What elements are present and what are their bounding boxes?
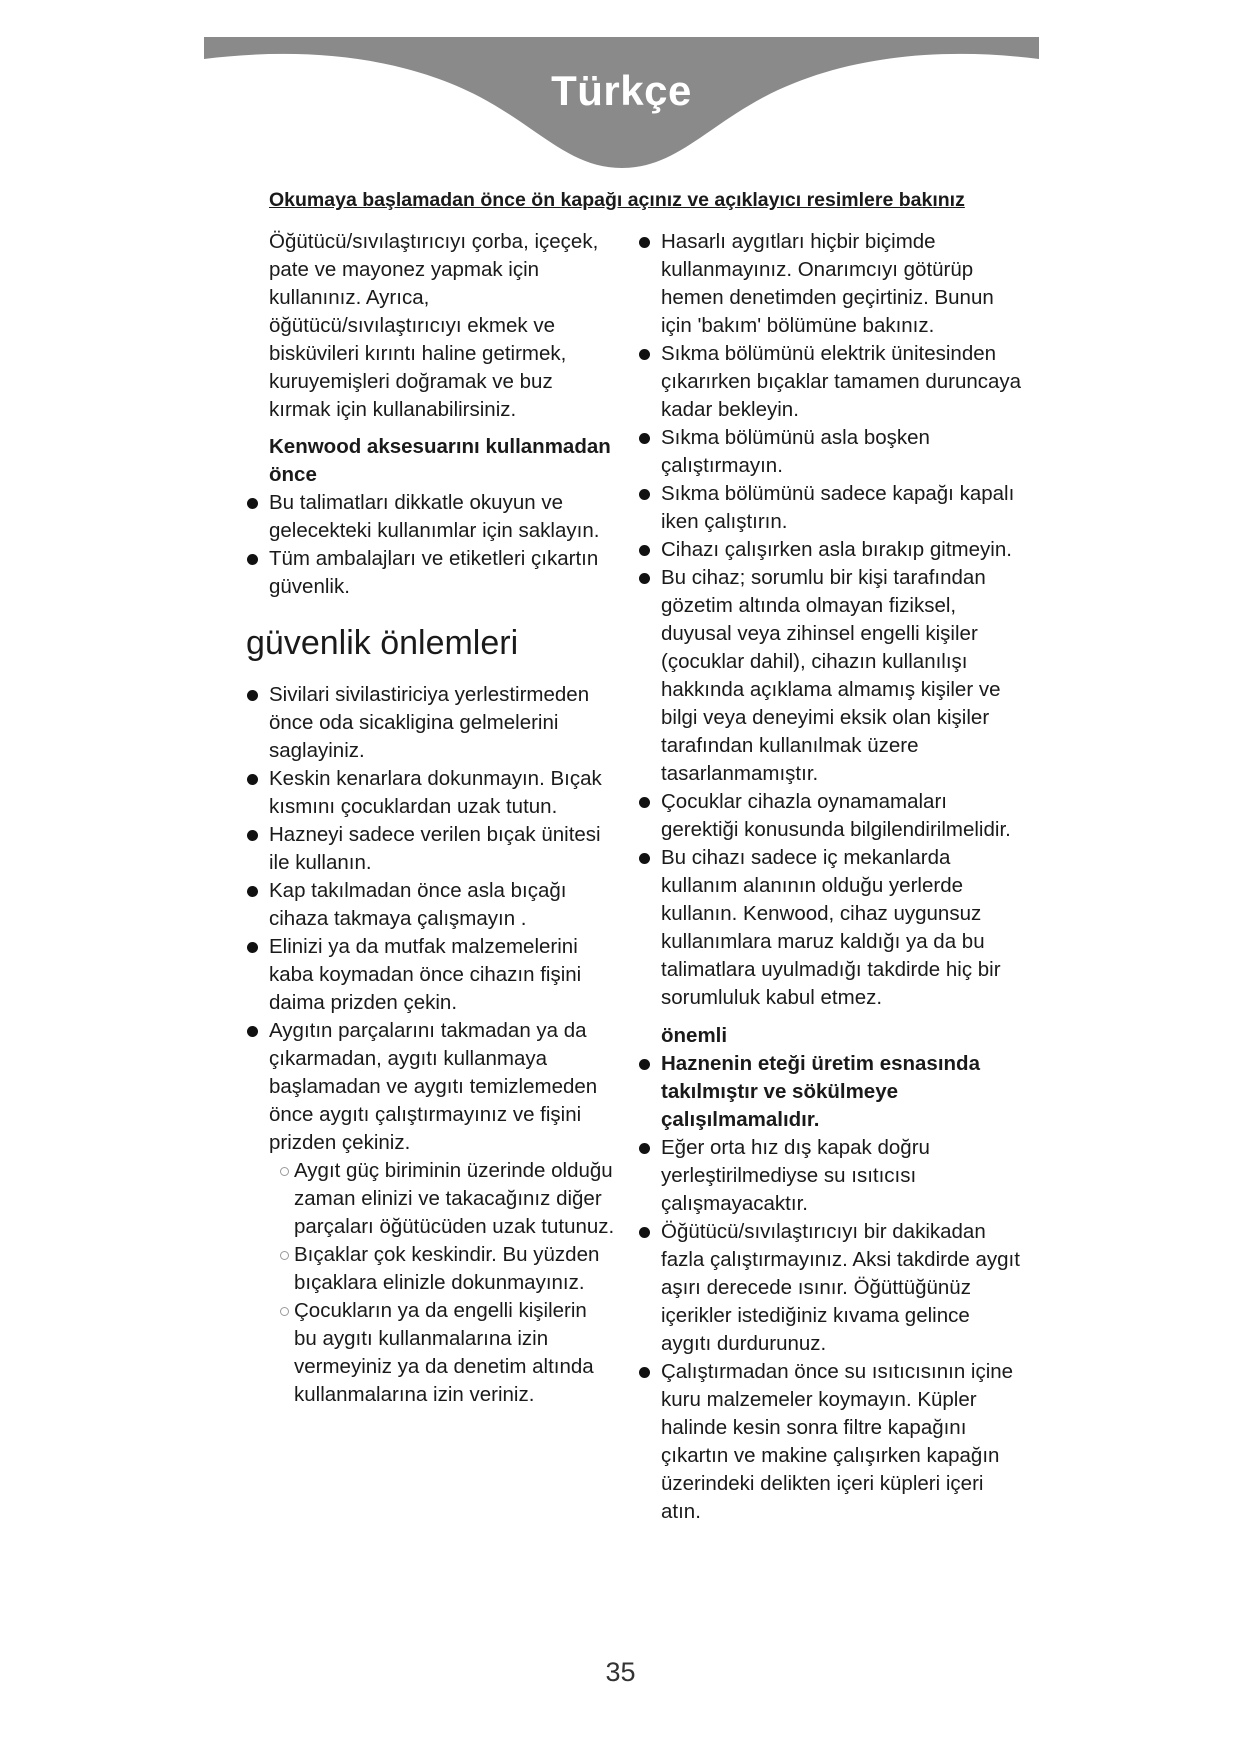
safety-section-title: güvenlik önlemleri: [246, 624, 519, 662]
page-title: Türkçe: [551, 67, 692, 114]
list-item: Elinizi ya da mutfak malzemelerini kaba koymadan önce cihazın fişini daima prizden çekin.: [245, 933, 615, 1017]
right-column: [637, 228, 1022, 1526]
sub-list-item: Aygıt güç biriminin üzerinde olduğu zaman elinizi ve takacağınız diğer parçaları öğütücüden uzak tutunuz.: [245, 1157, 615, 1241]
list-item: Sıkma bölümünü asla boşken çalıştırmayın.: [637, 424, 1022, 480]
important-heading: önemli: [661, 1024, 728, 1047]
list-item: Öğütücü/sıvılaştırıcıyı bir dakikadan fazla çalıştırmayınız. Aksi takdirde aygıt aşırı derecede ısınır. Öğüttüğünüz içerikler istediğiniz kıvama gelince aygıtı durdurunuz.: [637, 1218, 1022, 1358]
list-item: Sivilari sivilastiriciya yerlestirmeden önce oda sicakligina gelmelerini saglayiniz.: [245, 681, 615, 765]
list-item: Çalıştırmadan önce su ısıtıcısının içine kuru malzemeler koymayın. Küpler halinde kesin sonra filtre kapağını çıkartın ve makine çalışırken kapağın üzerindeki delikten içeri küpleri içeri atın.: [637, 1358, 1022, 1526]
page-number: 35: [605, 1657, 636, 1687]
list-item: Cihazı çalışırken asla bırakıp gitmeyin.: [637, 536, 1022, 564]
sub-list-item: Bıçaklar çok keskindir. Bu yüzden bıçaklara elinizle dokunmayınız.: [245, 1241, 615, 1297]
list-item: Aygıtın parçalarını takmadan ya da çıkarmadan, aygıtı kullanmaya başlamadan ve aygıtı temizlemeden önce aygıtı çalıştırmayınız ve fişini prizden çekiniz.: [245, 1017, 615, 1157]
header-banner: [204, 37, 1039, 168]
list-item: Eğer orta hız dış kapak doğru yerleştirilmediyse su ısıtıcısı çalışmayacaktır.: [637, 1134, 1022, 1218]
important-warning: Haznenin eteği üretim esnasında takılmıştır ve sökülmeye çalışılmamalıdır.: [637, 1050, 1022, 1134]
list-item: Bu talimatları dikkatle okuyun ve gelecekteki kullanımlar için saklayın.: [245, 489, 615, 545]
before-use-heading: Kenwood aksesuarını kullanmadan önce: [269, 435, 611, 486]
list-item: Keskin kenarlara dokunmayın. Bıçak kısmını çocuklardan uzak tutun.: [245, 765, 615, 821]
list-item: Sıkma bölümünü sadece kapağı kapalı iken çalıştırın.: [637, 480, 1022, 536]
list-item: Hasarlı aygıtları hiçbir biçimde kullanmayınız. Onarımcıyı götürüp hemen denetimden geçirtiniz. Bunun için 'bakım' bölümüne bakınız.: [637, 228, 1022, 340]
sub-list-item: Çocukların ya da engelli kişilerin bu aygıtı kullanmalarına izin vermeyiniz ya da denetim altında kullanmalarına izin veriniz.: [245, 1297, 615, 1409]
list-item: Sıkma bölümünü elektrik ünitesinden çıkarırken bıçaklar tamamen duruncaya kadar bekleyin.: [637, 340, 1022, 424]
list-item: Çocuklar cihazla oynamamaları gerektiği konusunda bilgilendirilmelidir.: [637, 788, 1022, 844]
list-item: Hazneyi sadece verilen bıçak ünitesi ile kullanın.: [245, 821, 615, 877]
left-column: [245, 228, 615, 1409]
list-item: Tüm ambalajları ve etiketleri çıkartın güvenlik.: [245, 545, 615, 601]
list-item: Bu cihaz; sorumlu bir kişi tarafından gözetim altında olmayan fiziksel, duyusal veya zihinsel engelli kişiler (çocuklar dahil), cihazın kullanılışı hakkında açıklama almamış kişiler ve bilgi veya deneyimi eksik olan kişiler tarafından kullanılmak üzere tasarlanmamıştır.: [637, 564, 1022, 788]
list-item: Kap takılmadan önce asla bıçağı cihaza takmaya çalışmayın .: [245, 877, 615, 933]
reading-instruction: Okumaya başlamadan önce ön kapağı açınız ve açıklayıcı resimlere bakınız: [269, 189, 965, 211]
intro-paragraph: Öğütücü/sıvılaştırıcıyı çorba, içeçek, pate ve mayonez yapmak için kullanınız. Ayrıca, öğütücü/sıvılaştırıcıyı ekmek ve bisküvileri kırıntı haline getirmek, kuruyemişleri doğramak ve buz kırmak için kullanabilirsiniz.: [269, 230, 599, 421]
list-item: Bu cihazı sadece iç mekanlarda kullanım alanının olduğu yerlerde kullanın. Kenwood, cihaz uygunsuz kullanımlara maruz kaldığı ya da bu talimatlara uyulmadığı takdirde hiç bir sorumluluk kabul etmez.: [637, 844, 1022, 1012]
